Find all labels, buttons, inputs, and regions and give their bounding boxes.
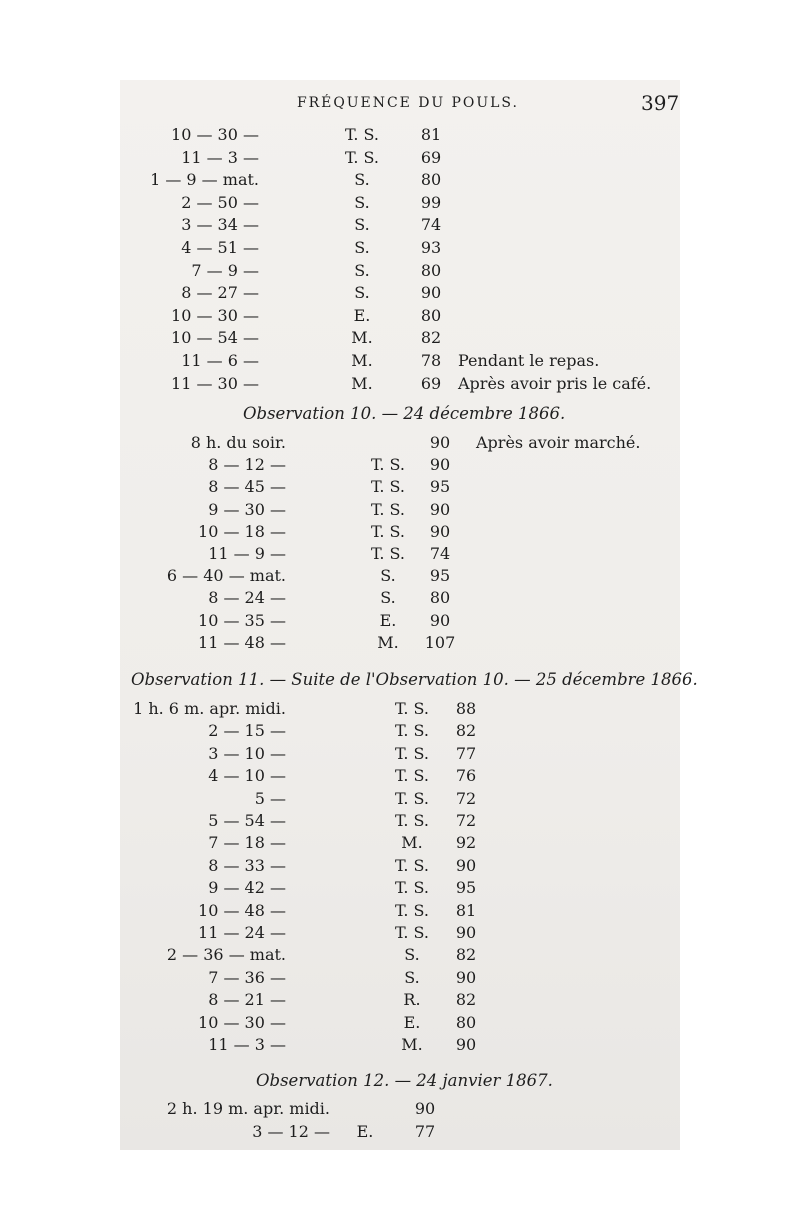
row-pulse: 80	[420, 170, 442, 190]
row-position: T. S.	[371, 544, 405, 563]
row-time: 11 — 3 —	[208, 1035, 286, 1054]
row-position: E.	[353, 305, 371, 325]
row-pulse: 95	[429, 566, 451, 586]
page-header-title: FRÉQUENCE DU POULS.	[297, 95, 519, 111]
row-position: S.	[354, 192, 370, 212]
row-pulse: 72	[455, 788, 477, 808]
row-pulse: 90	[455, 967, 477, 987]
row-position: S.	[380, 566, 396, 586]
row-pulse: 82	[420, 328, 442, 348]
row-position: T. S.	[395, 900, 429, 920]
row-position: T. S.	[345, 147, 379, 167]
row-pulse: 90	[414, 1099, 436, 1118]
row-pulse: 88	[455, 699, 477, 718]
row-time: 2 — 36 — mat.	[166, 945, 286, 965]
row-pulse: 92	[455, 833, 477, 853]
row-pulse: 90	[420, 283, 442, 303]
row-pulse: 95	[429, 477, 451, 497]
row-pulse: 72	[455, 811, 477, 830]
observation-12-heading: Observation 12. — 24 janvier 1867.	[256, 1071, 553, 1090]
row-position: T. S.	[371, 455, 405, 475]
row-position: T. S.	[395, 699, 429, 718]
row-time: 8 — 21 —	[208, 990, 286, 1010]
row-pulse: 93	[420, 238, 442, 257]
row-pulse: 74	[420, 215, 442, 235]
row-pulse: 76	[455, 766, 477, 786]
row-time: 2 — 15 —	[208, 721, 286, 741]
row-pulse: 95	[455, 878, 477, 898]
row-pulse: 77	[455, 743, 477, 763]
row-time: 1 h. 6 m. apr. midi.	[133, 699, 286, 718]
row-pulse: 90	[429, 521, 451, 541]
row-pulse: 90	[455, 1035, 477, 1054]
row-pulse: 74	[429, 544, 451, 563]
row-position: T. S.	[395, 721, 429, 741]
row-pulse: 90	[429, 610, 451, 630]
row-position: S.	[404, 967, 420, 987]
page-number: 397	[641, 91, 680, 115]
row-pulse: 99	[420, 192, 442, 212]
row-position: T. S.	[371, 499, 405, 519]
row-position: M.	[351, 328, 373, 348]
observation-11-heading: Observation 11. — Suite de l'Observation 10. — 25 décembre 1866.	[131, 670, 698, 689]
observation-10-heading: Observation 10. — 24 décembre 1866.	[243, 404, 566, 423]
row-position: T. S.	[345, 125, 379, 144]
row-pulse: 69	[420, 373, 442, 393]
row-position: T. S.	[395, 788, 429, 808]
row-position: S.	[354, 238, 370, 257]
row-time: 11 — 6 —	[181, 351, 259, 370]
row-time: 11 — 24 —	[198, 923, 286, 942]
row-pulse: 81	[455, 900, 477, 920]
row-position: T. S.	[395, 743, 429, 763]
row-time: 9 — 42 —	[208, 878, 286, 898]
row-position: M.	[377, 632, 399, 652]
row-time: 11 — 30 —	[171, 373, 259, 393]
row-position: R.	[403, 990, 421, 1010]
row-time: 4 — 51 —	[181, 238, 259, 257]
row-position: T. S.	[371, 521, 405, 541]
row-pulse: 80	[420, 305, 442, 325]
row-time: 8 — 12 —	[208, 455, 286, 475]
row-position: T. S.	[395, 923, 429, 942]
row-position: T. S.	[395, 811, 429, 830]
row-pulse: 80	[420, 260, 442, 280]
row-pulse: 90	[429, 433, 451, 452]
row-pulse: 90	[455, 855, 477, 875]
row-pulse: 77	[414, 1121, 436, 1141]
row-note: Après avoir pris le café.	[458, 373, 652, 393]
row-time: 11 — 3 —	[181, 147, 259, 167]
row-pulse: 90	[455, 923, 477, 942]
row-pulse: 82	[455, 945, 477, 965]
row-time: 8 — 24 —	[208, 588, 286, 608]
row-time: 10 — 30 —	[171, 125, 259, 144]
row-pulse: 90	[429, 499, 451, 519]
row-time: 3 — 34 —	[181, 215, 259, 235]
row-time: 1 — 9 — mat.	[150, 170, 259, 190]
row-time: 11 — 48 —	[198, 632, 286, 652]
row-time: 8 — 45 —	[208, 477, 286, 497]
row-position: S.	[354, 260, 370, 280]
row-time: 9 — 30 —	[208, 499, 286, 519]
row-time: 4 — 10 —	[208, 766, 286, 786]
row-pulse: 81	[420, 125, 442, 144]
row-time: 2 — 50 —	[181, 192, 259, 212]
row-pulse: 82	[455, 990, 477, 1010]
row-position: E.	[403, 1012, 421, 1032]
row-time: 10 — 48 —	[198, 900, 286, 920]
row-position: M.	[401, 833, 423, 853]
row-pulse: 80	[429, 588, 451, 608]
row-pulse: 78	[420, 351, 442, 370]
row-note: Pendant le repas.	[458, 351, 600, 370]
row-position: S.	[404, 945, 420, 965]
row-time: 3 — 12 —	[252, 1121, 330, 1141]
row-position: S.	[354, 215, 370, 235]
row-time: 2 h. 19 m. apr. midi.	[166, 1099, 330, 1118]
row-time: 3 — 10 —	[208, 743, 286, 763]
row-position: T. S.	[395, 766, 429, 786]
row-position: M.	[351, 373, 373, 393]
row-pulse: 107	[424, 632, 456, 652]
row-time: 10 — 35 —	[198, 610, 286, 630]
row-time: 10 — 30 —	[198, 1012, 286, 1032]
row-time: 8 — 33 —	[208, 855, 286, 875]
row-pulse: 80	[455, 1012, 477, 1032]
row-time: 6 — 40 — mat.	[166, 566, 286, 586]
row-position: M.	[401, 1035, 423, 1054]
row-time: 10 — 54 —	[171, 328, 259, 348]
row-position: S.	[380, 588, 396, 608]
row-time: 7 — 18 —	[208, 833, 286, 853]
row-time: 8 h. du soir.	[190, 433, 286, 452]
row-position: T. S.	[395, 855, 429, 875]
row-time: 11 — 9 —	[208, 544, 286, 563]
row-position: E.	[379, 610, 397, 630]
row-time: 10 — 30 —	[171, 305, 259, 325]
row-position: M.	[351, 351, 373, 370]
row-position: T. S.	[371, 477, 405, 497]
row-time: 5 — 54 —	[208, 811, 286, 830]
row-time: 5 —	[254, 788, 286, 808]
row-time: 7 — 9 —	[191, 260, 259, 280]
row-note: Après avoir marché.	[476, 433, 641, 452]
row-pulse: 90	[429, 455, 451, 475]
row-pulse: 82	[455, 721, 477, 741]
row-position: S.	[354, 170, 370, 190]
row-position: E.	[356, 1121, 374, 1141]
row-position: S.	[354, 283, 370, 303]
row-time: 8 — 27 —	[181, 283, 259, 303]
row-pulse: 69	[420, 147, 442, 167]
row-time: 10 — 18 —	[198, 521, 286, 541]
row-time: 7 — 36 —	[208, 967, 286, 987]
row-position: T. S.	[395, 878, 429, 898]
